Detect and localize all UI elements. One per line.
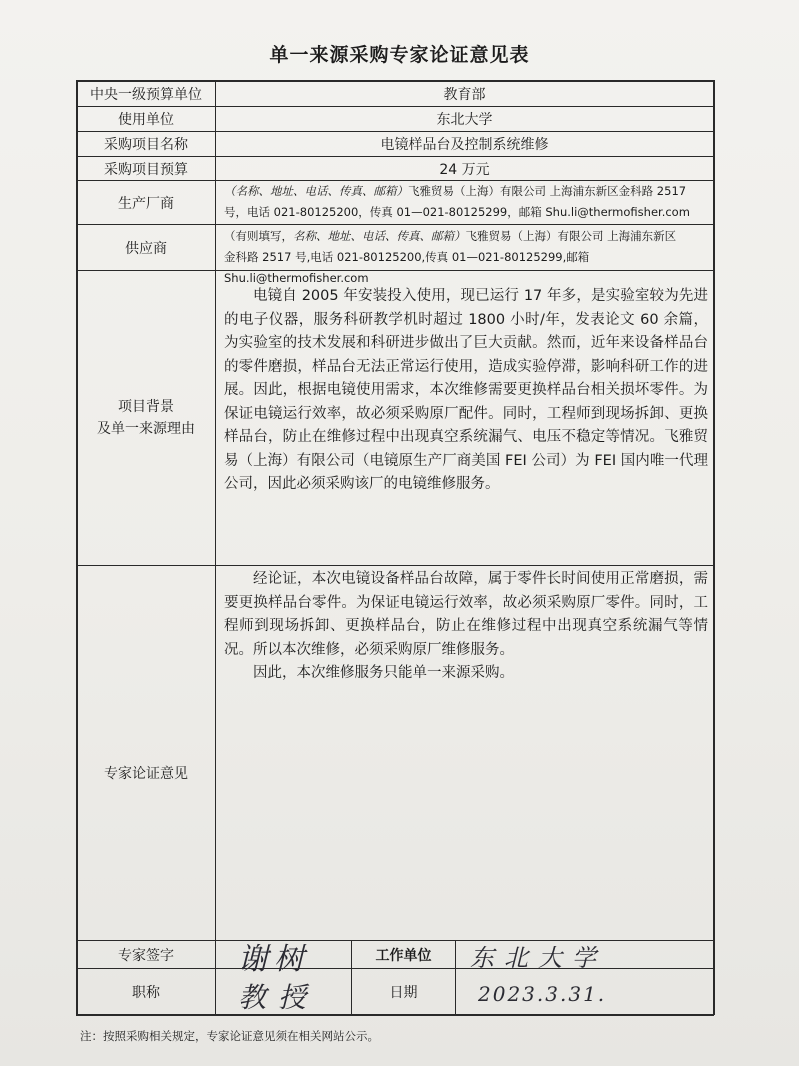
project-name-label: 采购项目名称 <box>104 137 188 153</box>
manufacturer-info <box>224 181 710 223</box>
table-border-right <box>713 80 715 1015</box>
opinion-text-para2: 因此，本次维修服务只能单一来源采购。 <box>253 665 514 681</box>
budget-unit-label: 中央一级预算单位 <box>90 86 202 103</box>
opinion-label: 专家论证意见 <box>104 766 188 782</box>
title-label: 职称 <box>132 984 160 1001</box>
expert-signature: 谢树 <box>238 942 310 977</box>
form-title: 单一来源采购专家论证意见表 <box>269 44 530 66</box>
background-label-line2: 及单一来源理由 <box>97 421 195 437</box>
supplier-label: 供应商 <box>125 240 167 257</box>
background-label-line1: 项目背景 <box>118 399 174 415</box>
project-budget-label: 采购项目预算 <box>104 161 188 178</box>
work-unit-handwritten: 东北大学 <box>470 944 606 972</box>
manufacturer-line1: 飞雅贸易（上海）有限公司 上海浦东新区金科路 2517 <box>408 184 687 198</box>
background-label <box>77 271 215 565</box>
background-text: 电镜自 2005 年安装投入使用，现已运行 17 年多，是实验室较为先进的电子仪器，服务科研教学机时超过 1800 小时/年，发表论文 60 余篇，为实验室的技术发展和科研进步做出了巨大贡献。然而，近年来设备样品台的零件磨损，样品台无法正常运行使用，造成实验停滞，影响科研工作的进展。因此，根据电镜使用需求，本次维修需要更换样品台相关损坏零件。为保证电镜运行效率，故必须采购原厂配件。同时，工程师到现场拆卸、更换样品台，防止在维修过程中出现真空系统漏气、电压不稳定等情况。飞雅贸易（上海）有限公司（电镜原生产厂商美国 FEI 公司）为 FEI 国内唯一代理公司，因此必须采购该厂的电镜维修服务。 <box>224 288 708 492</box>
project-budget-value: 24 万元 <box>439 161 490 178</box>
user-unit-value: 东北大学 <box>436 112 493 128</box>
budget-unit-value: 教育部 <box>443 86 486 103</box>
work-unit-label: 工作单位 <box>375 947 432 964</box>
supplier-hint-italic: 名称、地址、电话、传真、邮箱） <box>293 229 466 243</box>
supplier-hint-plain: （有则填写， <box>224 229 293 243</box>
supplier-line2: 金科路 2517 号,电话 021-80125200,传真 01—021-80125299,邮箱 Shu.li@thermofisher.com <box>224 250 590 285</box>
manufacturer-label: 生产厂商 <box>118 195 174 212</box>
expert-sign-label: 专家签字 <box>118 947 174 964</box>
supplier-info <box>224 226 710 289</box>
user-unit-label: 使用单位 <box>118 112 174 128</box>
supplier-line1: 飞雅贸易（上海）有限公司 上海浦东新区 <box>465 229 677 243</box>
manufacturer-hint: （名称、地址、电话、传真、邮箱） <box>224 184 408 198</box>
manufacturer-line2: 号，电话 021-80125200，传真 01—021-80125299，邮箱 Shu.li@thermofisher.com <box>224 205 690 219</box>
opinion-text-para1: 经论证，本次电镜设备样品台故障，属于零件长时间使用正常磨损，需要更换样品台零件。为保证电镜运行效率，故必须采购原厂零件。同时，工程师到现场拆卸、更换样品台，防止在维修过程中出现真空系统漏气等情况。所以本次维修，必须采购原厂维修服务。 <box>224 571 708 658</box>
date-handwritten: 2023.3.31. <box>478 982 607 1006</box>
footnote: 注：按照采购相关规定，专家论证意见须在相关网站公示。 <box>80 1029 379 1043</box>
project-name-value: 电镜样品台及控制系统维修 <box>380 137 549 153</box>
title-handwritten: 教授 <box>238 981 319 1014</box>
table-border-bottom <box>76 1014 714 1016</box>
date-label: 日期 <box>389 984 418 1001</box>
label-column-divider <box>215 80 216 1015</box>
signature-column-divider <box>455 940 456 1015</box>
